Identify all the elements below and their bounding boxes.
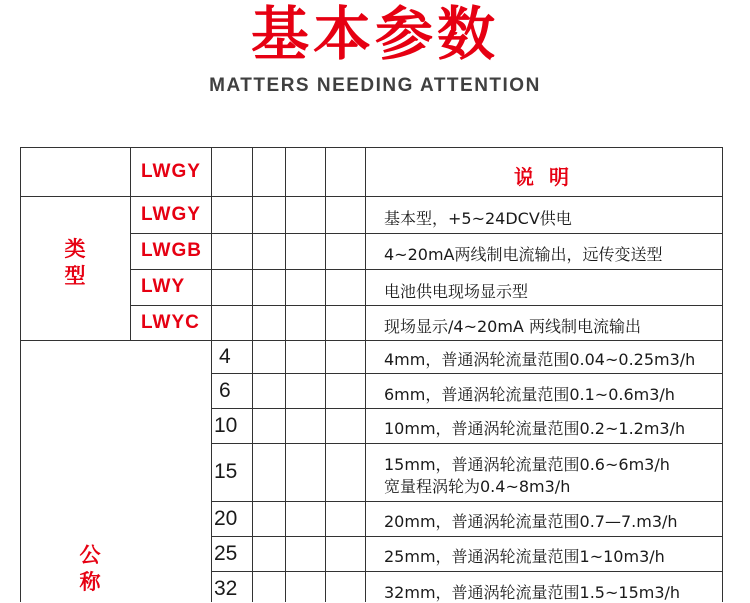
diameter-size: 25: [214, 542, 238, 565]
type-model-code: LWYC: [141, 312, 200, 333]
diameter-section-label: [20, 542, 160, 596]
table-row-divider: [211, 443, 722, 444]
type-model-code: LWGB: [141, 240, 202, 261]
table-row-divider: [211, 536, 722, 537]
diameter-size: 32: [214, 577, 238, 600]
diameter-description: 25mm，普通涡轮流量范围1~10m3/h: [384, 547, 665, 566]
diameter-label-line2: 称: [79, 570, 101, 594]
diameter-label-line1: 公: [79, 543, 101, 567]
diameter-size: 10: [214, 414, 238, 437]
diameter-size: 20: [214, 507, 238, 530]
diameter-description: 10mm，普通涡轮流量范围0.2~1.2m3/h: [384, 419, 686, 438]
table-row-divider: [20, 196, 722, 197]
diameter-description: 20mm，普通涡轮流量范围0.7—7.m3/h: [384, 512, 678, 531]
type-description: 基本型，+5~24DCV供电: [384, 209, 572, 228]
table-column-divider: [252, 147, 253, 602]
table-border-top: [20, 147, 722, 148]
type-model-code: LWY: [141, 276, 186, 297]
table-border-right: [722, 147, 723, 602]
table-row-divider: [130, 269, 722, 270]
page-subtitle: MATTERS NEEDING ATTENTION: [209, 75, 541, 96]
table-column-divider: [211, 147, 212, 602]
type-description: 现场显示/4~20mA 两线制电流输出: [384, 317, 641, 336]
diameter-size: 4: [219, 345, 231, 368]
table-row-divider: [211, 408, 722, 409]
type-model-code: LWGY: [141, 204, 201, 225]
diameter-description-line2: 宽量程涡轮为0.4~8m3/h: [384, 477, 571, 496]
table-column-divider: [285, 147, 286, 602]
table-row-divider: [211, 571, 722, 572]
diameter-description: 32mm，普通涡轮流量范围1.5~15m3/h: [384, 583, 681, 602]
table-row-divider: [130, 305, 722, 306]
type-section-label: [20, 236, 130, 290]
table-border-left: [20, 147, 21, 602]
header-description: 说 明: [514, 165, 573, 189]
page-title: 基本参数: [250, 0, 499, 68]
type-description: 4~20mA两线制电流输出，远传变送型: [384, 245, 663, 264]
diameter-description: 4mm，普通涡轮流量范围0.04~0.25m3/h: [384, 350, 696, 369]
type-label-line2: 型: [64, 264, 86, 288]
table-column-divider: [130, 147, 131, 341]
type-label-line1: 类: [64, 237, 86, 261]
diameter-description: 6mm，普通涡轮流量范围0.1~0.6m3/h: [384, 385, 675, 404]
diameter-size: 15: [214, 460, 238, 483]
diameter-description: 15mm，普通涡轮流量范围0.6~6m3/h: [384, 455, 670, 474]
table-column-divider: [365, 147, 366, 602]
table-row-divider: [211, 501, 722, 502]
table-row-divider: [211, 373, 722, 374]
table-column-divider: [325, 147, 326, 602]
type-description: 电池供电现场显示型: [384, 282, 529, 301]
table-section-divider: [20, 340, 722, 341]
header-model-code: LWGY: [141, 161, 201, 182]
table-row-divider: [130, 233, 722, 234]
diameter-size: 6: [219, 379, 231, 402]
